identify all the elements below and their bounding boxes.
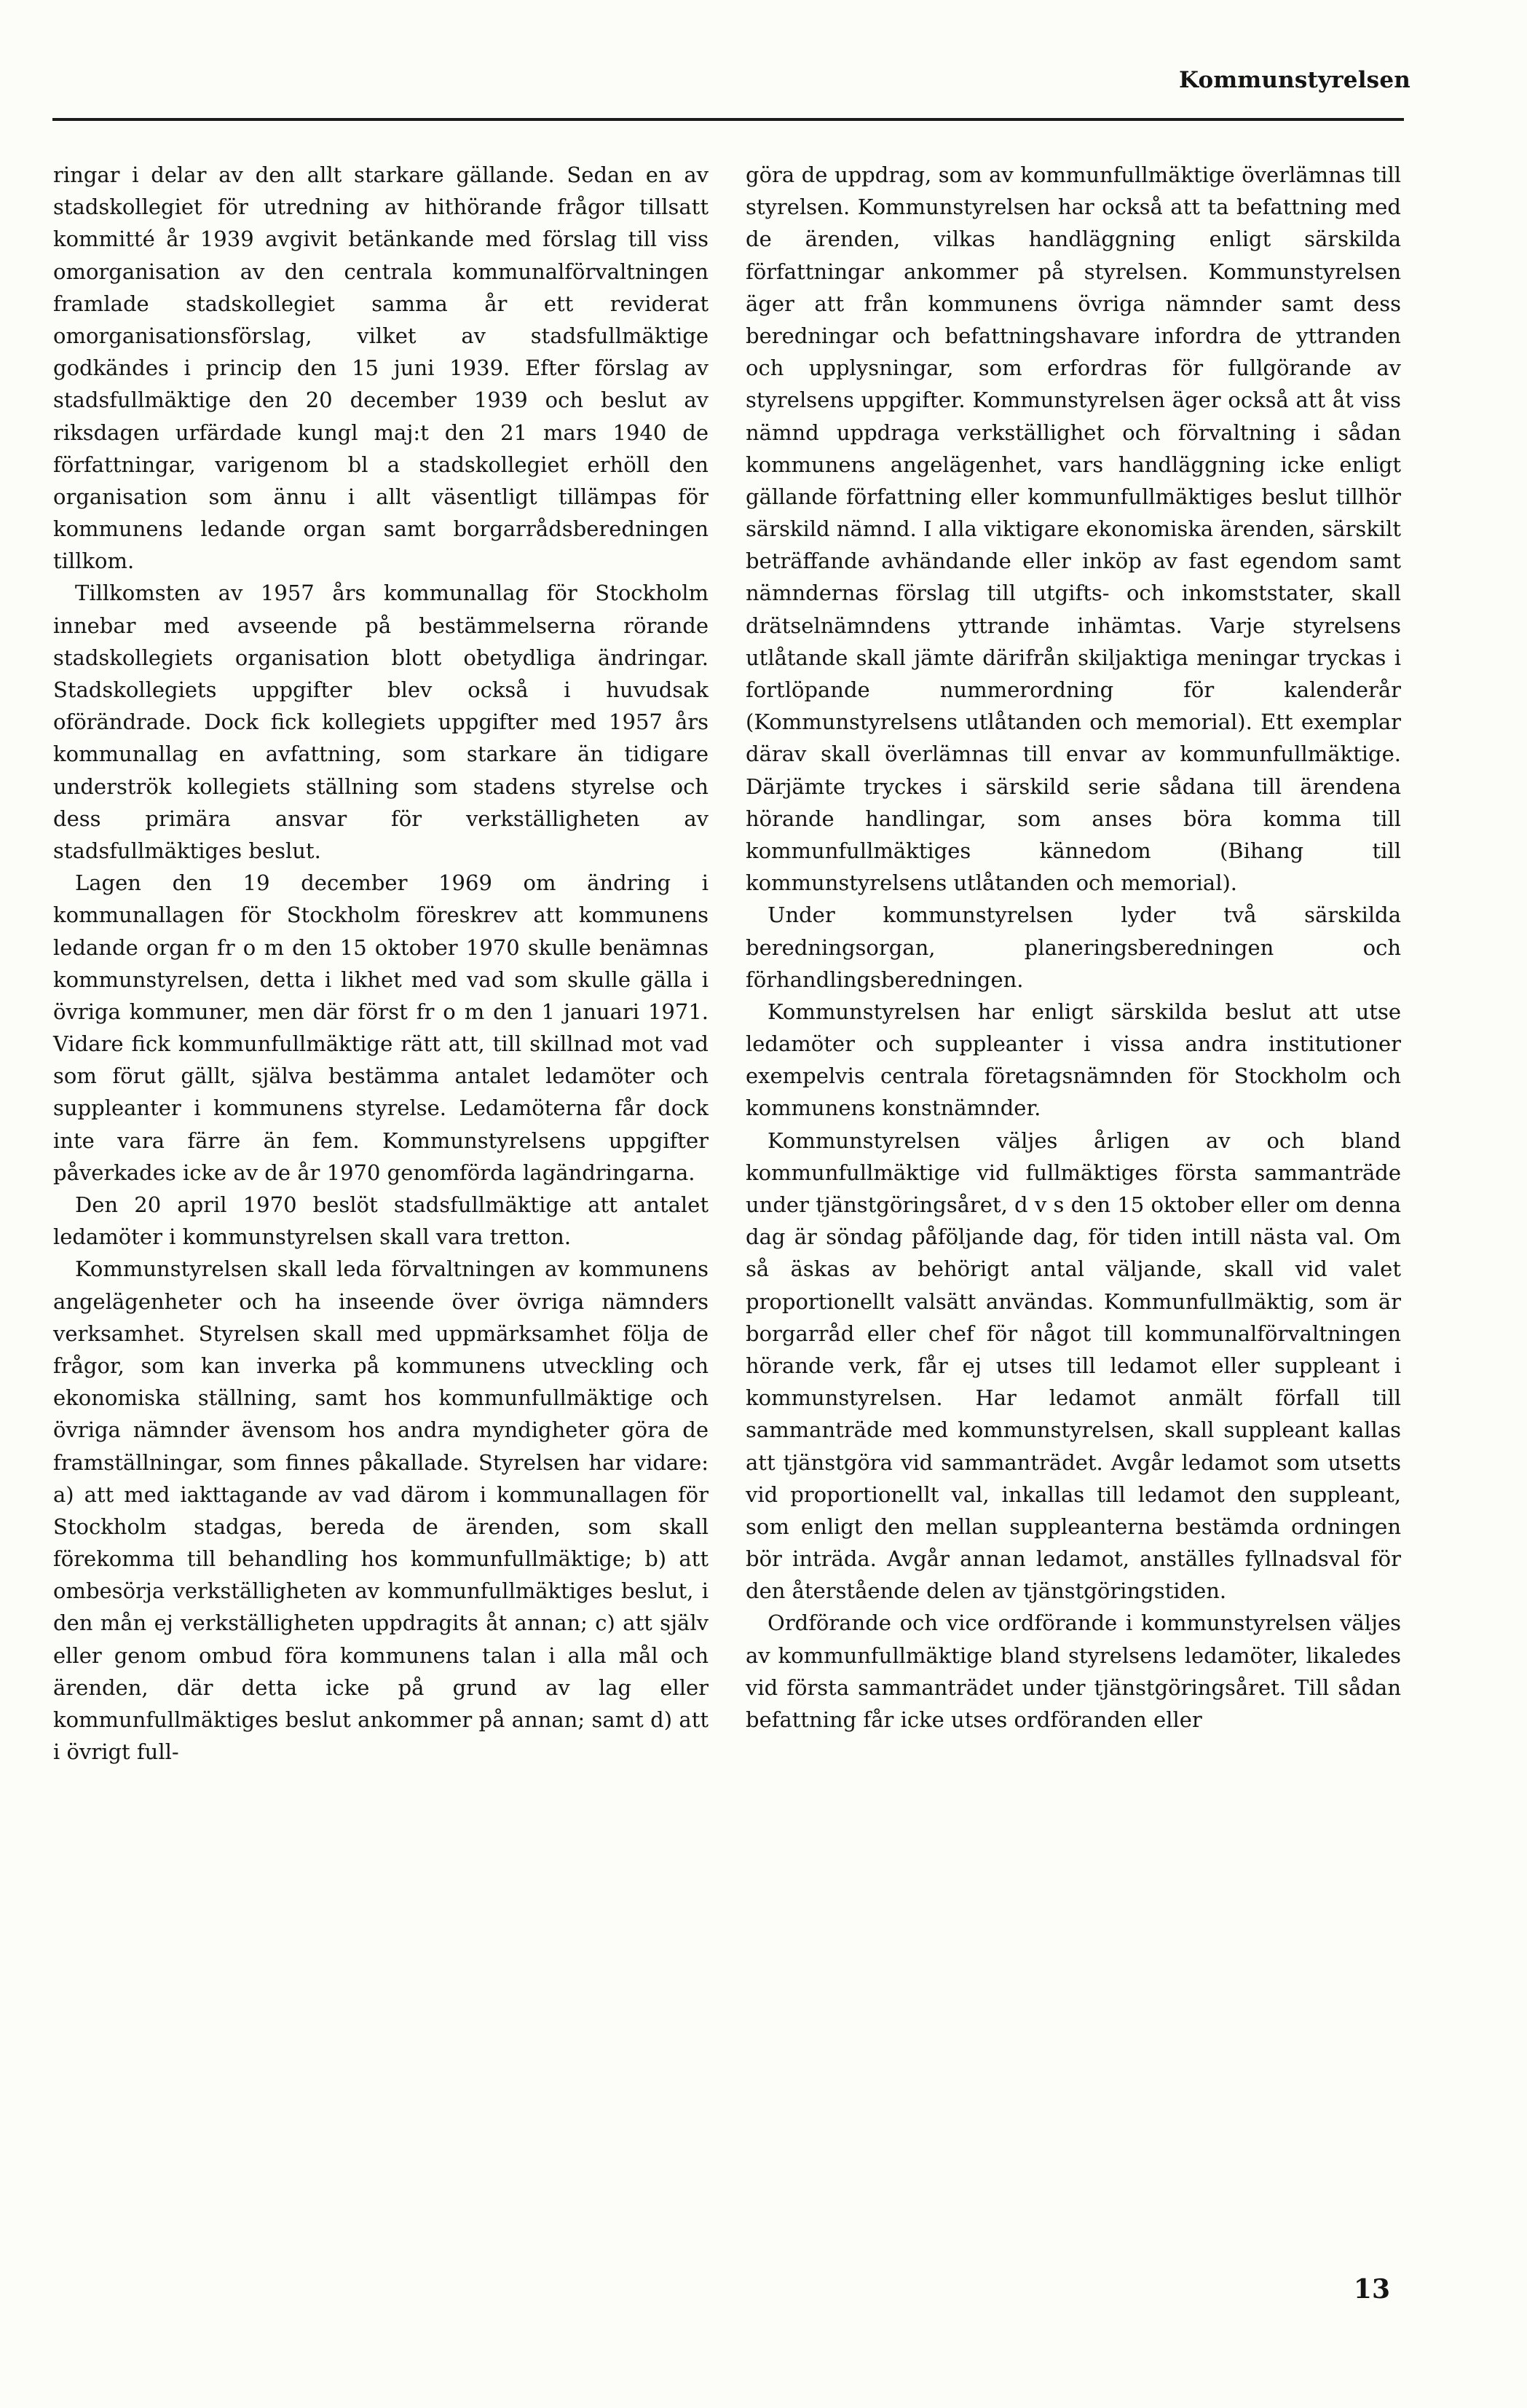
paragraph: Kommunstyrelsen väljes årligen av och bland kommunfullmäktige vid fullmäktiges första sammanträde under tjänstgöringsåret, d v s den 15 oktober eller om denna dag är söndag påföljande dag, för tiden intill nästa val. Om så äskas av behörigt antal väljande, skall vid valet proportionellt valsätt användas. Kommunfullmäktig, som är borgarråd eller chef för något till kommunalförvaltningen hörande verk, får ej utses till ledamot eller suppleant i kommunstyrelsen. Har ledamot anmält förfall till sammanträde med kommunstyrelsen, skall suppleant kallas att tjänstgöra vid sammanträdet. Avgår ledamot som utsetts vid proportionellt val, inkallas till ledamot den suppleant, som enligt den mellan suppleanterna bestämda ordningen bör inträda. Avgår annan ledamot, anställes fyllnadsval för den återstående delen av tjänstgöringstiden. — [746, 1128, 1401, 1604]
header-rule — [52, 118, 1404, 121]
paragraph: Kommunstyrelsen skall leda förvaltningen av kommunens angelägenheter och ha inseende över övriga nämnders verksamhet. Styrelsen skall med uppmärksamhet följa de frågor, som kan inverka på kommunens utveckling och ekonomiska ställning, samt hos kommunfullmäktige och övriga nämnder ävensom hos andra myndigheter göra de framställningar, som finnes påkallade. Styrelsen har vidare: a) att med iakttagande av vad därom i kommunallagen för Stockholm stadgas, bereda de ärenden, som skall förekomma till behandling hos kommunfullmäktige; b) att ombesörja verkställigheten av kommunfullmäktiges beslut, i den mån ej verkställigheten uppdragits åt annan; c) att själv eller genom ombud föra kommunens talan i alla mål och ärenden, där detta icke på grund av lag eller kommunfullmäktiges beslut ankommer på annan; samt d) att i övrigt full- — [53, 1256, 709, 1765]
paragraph: Under kommunstyrelsen lyder två särskilda beredningsorgan, planeringsberedningen och förhandlingsberedningen. — [746, 902, 1401, 992]
paragraph: ringar i delar av den allt starkare gällande. Sedan en av stadskollegiet för utredning av hithörande frågor tillsatt kommitté år 1939 avgivit betänkande med förslag till viss omorganisation av den centrala kommunalförvaltningen framlade stadskollegiet samma år ett reviderat omorganisationsförslag, vilket av stadsfullmäktige godkändes i princip den 15 juni 1939. Efter förslag av stadsfullmäktige den 20 december 1939 och beslut av riksdagen urfärdade kungl maj:t den 21 mars 1940 de författningar, varigenom bl a stadskollegiet erhöll den organisation som ännu i allt väsentligt tillämpas för kommunens ledande organ samt borgarrådsberedningen tillkom. — [53, 162, 709, 574]
paragraph: Ordförande och vice ordförande i kommunstyrelsen väljes av kommunfullmäktige bland styrelsens ledamöter, likaledes vid första sammanträdet under tjänstgöringsåret. Till sådan befattning får icke utses ordföranden eller — [746, 1610, 1401, 1732]
right-text-column — [746, 159, 1401, 1736]
paragraph: Tillkomsten av 1957 års kommunallag för Stockholm innebar med avseende på bestämmelserna rörande stadskollegiets organisation blott obetydliga ändringar. Stadskollegiets uppgifter blev också i huvudsak oförändrade. Dock fick kollegiets uppgifter med 1957 års kommunallag en avfattning, som starkare än tidigare underströk kollegiets ställning som stadens styrelse och dess primära ansvar för verkställigheten av stadsfullmäktiges beslut. — [53, 581, 709, 863]
page-number: 13 — [1353, 2274, 1390, 2305]
running-title: Kommunstyrelsen — [1179, 67, 1410, 93]
paragraph: göra de uppdrag, som av kommunfullmäktige överlämnas till styrelsen. Kommunstyrelsen har också att ta befattning med de ärenden, vilkas handläggning enligt särskilda författningar ankommer på styrelsen. Kommunstyrelsen äger att från kommunens övriga nämnder samt dess beredningar och befattningshavare infordra de yttranden och upplysningar, som erfordras för fullgörande av styrelsens uppgifter. Kommunstyrelsen äger också att åt viss nämnd uppdraga verkställighet och förvaltning i sådan kommunens angelägenhet, vars handläggning icke enligt gällande författning eller kommunfullmäktiges beslut tillhör särskild nämnd. I alla viktigare ekonomiska ärenden, särskilt beträffande avhändande eller inköp av fast egendom samt nämndernas förslag till utgifts- och inkomststater, skall drätselnämndens yttrande inhämtas. Varje styrelsens utlåtande skall jämte därifrån skiljaktiga meningar tryckas i fortlöpande nummerordning för kalenderår (Kommunstyrelsens utlåtanden och memorial). Ett exemplar därav skall överlämnas till envar av kommunfullmäktige. Därjämte tryckes i särskild serie sådana till ärendena hörande handlingar, som anses böra komma till kommunfullmäktiges kännedom (Bihang till kommunstyrelsens utlåtanden och memorial). — [746, 162, 1401, 896]
paragraph: Lagen den 19 december 1969 om ändring i kommunallagen för Stockholm föreskrev att kommunens ledande organ fr o m den 15 oktober 1970 skulle benämnas kommunstyrelsen, detta i likhet med vad som skulle gälla i övriga kommuner, men där först fr o m den 1 januari 1971. Vidare fick kommunfullmäktige rätt att, till skillnad mot vad som förut gällt, själva bestämma antalet ledamöter och suppleanter i kommunens styrelse. Ledamöterna får dock inte vara färre än fem. Kommunstyrelsens uppgifter påverkades icke av de år 1970 genomförda lagändringarna. — [53, 870, 709, 1185]
paragraph: Den 20 april 1970 beslöt stadsfullmäktige att antalet ledamöter i kommunstyrelsen skall vara tretton. — [53, 1192, 709, 1250]
paragraph: Kommunstyrelsen har enligt särskilda beslut att utse ledamöter och suppleanter i vissa andra institutioner exempelvis centrala företagsnämnden för Stockholm och kommunens konstnämnder. — [746, 999, 1401, 1121]
left-text-column — [53, 159, 709, 1768]
